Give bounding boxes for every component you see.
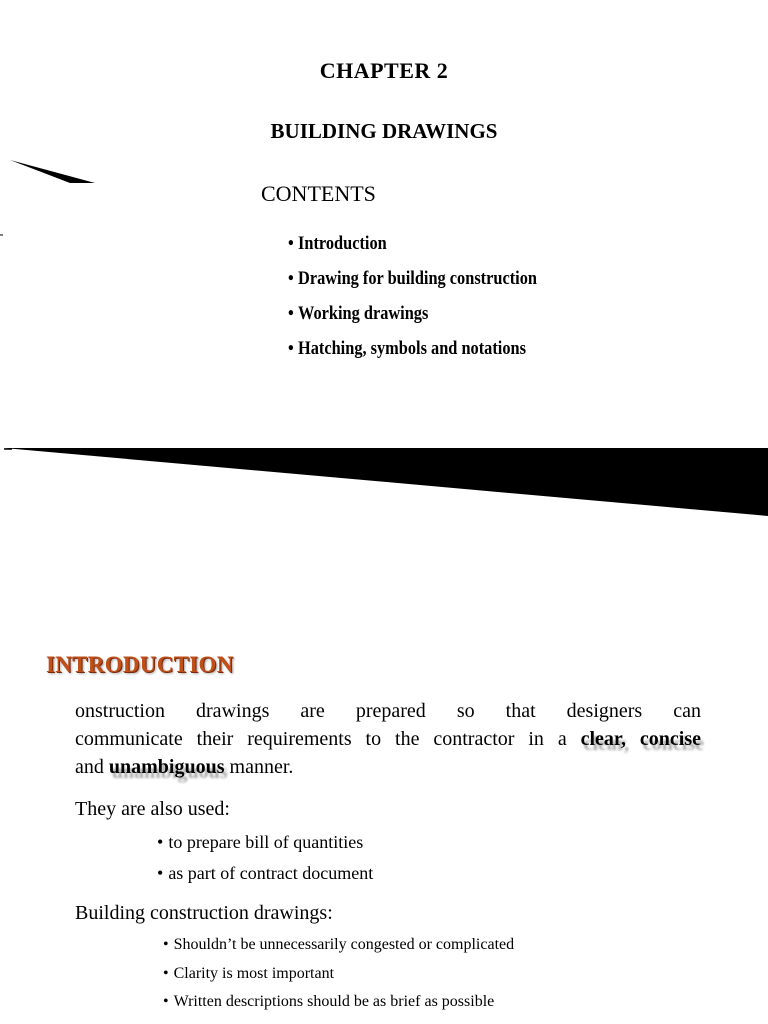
- introduction-heading: INTRODUCTION: [46, 652, 234, 677]
- decorative-wedge-large: [4, 448, 768, 516]
- word-concise: concise: [639, 728, 701, 750]
- contents-item-drawing-construction: • Drawing for building construction: [288, 266, 537, 301]
- contents-item-working-drawings: • Working drawings: [288, 301, 537, 336]
- construction-drawings-list: [163, 934, 514, 1020]
- intro-line-3-start: and: [75, 756, 109, 778]
- word-unambiguous: unambiguous: [108, 756, 225, 778]
- intro-paragraph: [75, 697, 701, 781]
- intro-line-2-text: communicate their requirements to the contractor in a: [75, 728, 581, 750]
- rule-not-congested: • Shouldn’t be unnecessarily congested or complicated: [163, 934, 514, 963]
- construction-drawings-label: Building construction drawings:: [75, 902, 333, 924]
- also-used-label: They are also used:: [75, 798, 230, 820]
- intro-line-3-end: manner.: [224, 756, 294, 778]
- rule-brief-descriptions: • Written descriptions should be as brief as possible: [163, 991, 514, 1020]
- intro-line-2: [75, 725, 701, 753]
- decorative-wedge-small: [10, 160, 95, 183]
- contents-item-hatching: • Hatching, symbols and notations: [288, 336, 537, 371]
- word-clear: clear,: [580, 728, 626, 750]
- uses-item-bill-of-quantities: • to prepare bill of quantities: [157, 830, 373, 861]
- contents-heading: CONTENTS: [261, 181, 376, 206]
- chapter-title: BUILDING DRAWINGS: [270, 119, 498, 143]
- uses-item-contract-document: • as part of contract document: [157, 861, 373, 892]
- slide-introduction: [0, 560, 768, 1024]
- chapter-number: CHAPTER 2: [319, 58, 449, 83]
- intro-line-3: [75, 753, 701, 781]
- rule-clarity: • Clarity is most important: [163, 963, 514, 992]
- intro-line-1: onstruction drawings are prepared so that designers can: [75, 700, 701, 722]
- uses-list: [157, 830, 373, 892]
- contents-list: [288, 231, 577, 371]
- contents-item-introduction: • Introduction: [288, 231, 537, 266]
